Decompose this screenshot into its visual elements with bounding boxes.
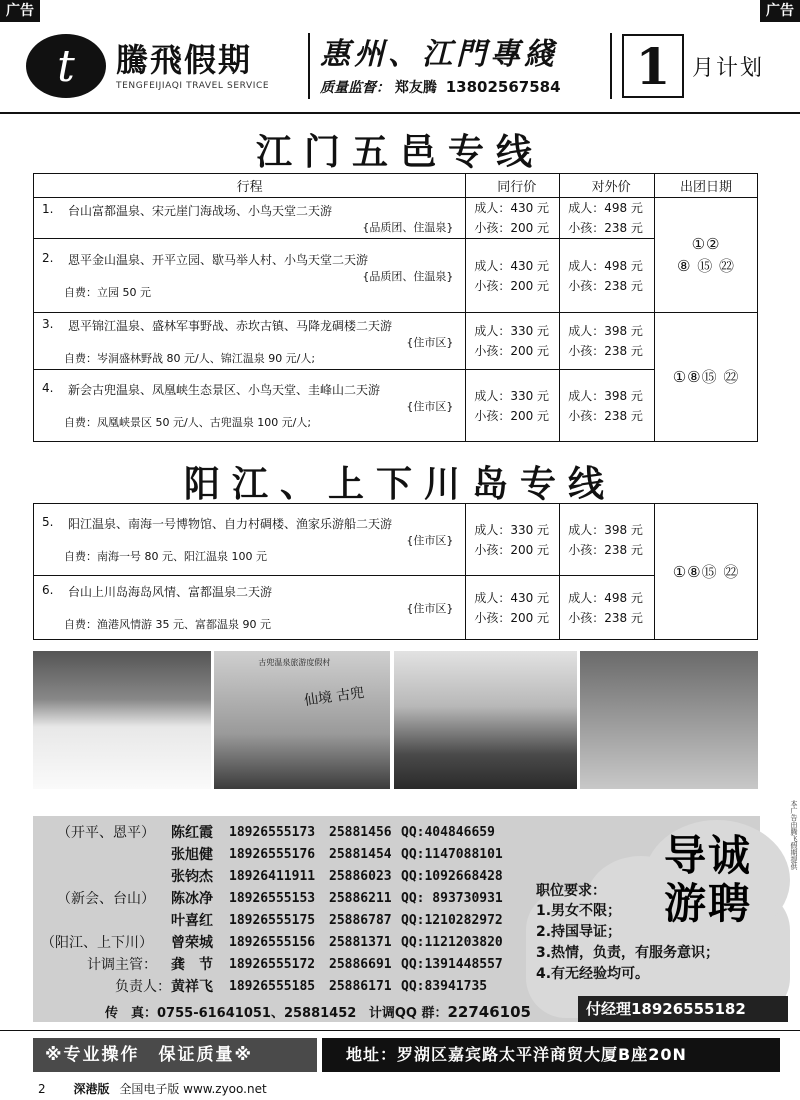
route-cell (34, 370, 466, 442)
route-extra: 自费：凤凰峡景区 50 元/人、古兜温泉 100 元/人; (64, 416, 312, 429)
route-tag: {住市区} (406, 335, 454, 349)
contact-tel: 25886787 (329, 913, 392, 928)
peer-child: 小孩：200 元 (474, 344, 550, 358)
recruit-title-line: 游聘 (664, 879, 753, 928)
slogan-bar: ※专业操作 保证质量※ (33, 1038, 317, 1072)
route-number: 3. (42, 316, 54, 331)
route-number: 4. (42, 381, 54, 395)
contact-qq: QQ:83941735 (401, 979, 488, 994)
contact-region: （开平、恩平） (57, 825, 155, 841)
recruit-title (664, 832, 752, 928)
dates-cell (655, 198, 758, 313)
route-extra: 自费：立园 50 元 (64, 286, 151, 299)
peer-child: 小孩：200 元 (474, 278, 550, 293)
route-text: 台山上川岛海岛风情、富都温泉二天游 (68, 585, 273, 599)
peer-adult: 成人：430 元 (474, 201, 550, 215)
edition: 深港版 (73, 1082, 110, 1096)
contact-name: 黄祥飞 (171, 979, 213, 995)
peer-child: 小孩：200 元 (474, 542, 550, 557)
dates-line: ①② (691, 235, 721, 253)
table-row (34, 504, 758, 576)
contact-tel: 25881454 (329, 847, 392, 862)
route-cell (34, 239, 466, 313)
brand-name: 騰飛假期 (116, 41, 253, 79)
logo-icon: t (26, 34, 106, 98)
photo-strip (33, 651, 758, 789)
photo-gudou-resort (214, 651, 390, 789)
recruit-item: 3.热情，负责，有服务意识； (536, 945, 720, 961)
public-adult: 成人：498 元 (568, 258, 643, 273)
table-row (34, 370, 758, 442)
table-row (34, 239, 758, 313)
route-tag: {品质团、住温泉} (362, 220, 454, 234)
route-cell (34, 576, 466, 640)
public-child: 小孩：238 元 (568, 278, 643, 293)
public-child: 小孩：238 元 (568, 542, 643, 557)
recruit-item: 2.持国导证； (536, 924, 622, 940)
route-extra: 自费：南海一号 80 元、阳江温泉 100 元 (64, 550, 267, 563)
peer-child: 小孩：200 元 (474, 408, 550, 423)
month-text: 月计划 (692, 55, 765, 81)
route-number: 1. (42, 201, 54, 216)
route-title (42, 515, 457, 532)
route-text: 台山富都温泉、宋元崖门海战场、小鸟天堂二天游 (68, 203, 333, 218)
recruit-box (526, 820, 790, 1024)
recruit-item: 1.男女不限； (536, 903, 622, 919)
contact-tel: 25886691 (329, 957, 392, 972)
route-title (42, 583, 457, 600)
public-child: 小孩：238 元 (568, 610, 643, 625)
contact-mobile: 18926555176 (229, 847, 316, 862)
contact-mobile: 18926555175 (229, 913, 316, 928)
peer-price-cell (466, 370, 560, 442)
peer-price-cell (466, 576, 560, 640)
table-header (34, 174, 758, 198)
public-adult: 成人：398 元 (568, 324, 643, 338)
header-center (320, 35, 600, 97)
contact-name: 陈红霞 (171, 825, 213, 841)
recruit-title-line: 导诚 (664, 831, 753, 880)
route-extra: 自费：渔港风情游 35 元、富都温泉 90 元 (64, 618, 271, 631)
route-title (42, 317, 457, 334)
route-extra: 自费：岑洞盛林野战 80 元/人、锦江温泉 90 元/人; (64, 351, 316, 365)
contact-qq: QQ:404846659 (401, 825, 495, 840)
contact-region: （阳江、上下川） (41, 935, 153, 951)
contact-name: 龚 节 (171, 957, 213, 973)
col-route: 行程 (34, 174, 466, 198)
col-public-price: 对外价 (560, 174, 655, 198)
jiangmen-table (33, 173, 758, 442)
route-title (42, 381, 457, 398)
header-divider (308, 33, 310, 99)
peer-price-cell (466, 313, 560, 370)
route-title (42, 251, 457, 268)
dates-line: ①⑧⑮ ㉒ (672, 562, 740, 581)
peer-adult: 成人：330 元 (474, 388, 550, 403)
peer-child: 小孩：200 元 (474, 610, 550, 625)
header (26, 28, 778, 104)
photo-sign: 古兜温泉旅游度假村 (258, 658, 331, 667)
dates-cell (655, 313, 758, 442)
fax-row (105, 1002, 531, 1021)
yangjiang-table (33, 503, 758, 640)
peer-adult: 成人：430 元 (474, 258, 550, 273)
contact-mobile: 18926555185 (229, 979, 316, 994)
bottom-rule (0, 1030, 800, 1031)
qq-group-value: 22746105 (447, 1003, 531, 1021)
route-tag: {住市区} (406, 534, 454, 547)
contact-mobile: 18926411911 (229, 869, 316, 884)
supervisor-phone: 13802567584 (445, 78, 561, 96)
peer-price-cell (466, 504, 560, 576)
peer-price-cell (466, 239, 560, 313)
contact-name: 叶喜红 (171, 913, 213, 929)
route-text: 新会古兜温泉、凤凰峡生态景区、小鸟天堂、圭峰山二天游 (68, 383, 381, 397)
route-text: 阳江温泉、南海一号博物馆、自力村碉楼、渔家乐游船二天游 (68, 517, 393, 531)
contact-mobile: 18926555173 (229, 825, 316, 840)
public-adult: 成人：398 元 (568, 522, 643, 537)
public-adult: 成人：498 元 (568, 590, 643, 605)
contact-qq: QQ:1147088101 (401, 847, 503, 862)
peer-price-cell (466, 198, 560, 239)
ad-label-left: 广告 (0, 0, 40, 22)
header-title: 惠州、江門專綫 (320, 37, 558, 72)
contact-qq: QQ:1210282972 (401, 913, 503, 928)
contact-region: 计调主管： (87, 957, 157, 973)
ad-label-right: 广告 (760, 0, 800, 22)
public-adult: 成人：498 元 (568, 201, 643, 215)
route-cell (34, 504, 466, 576)
fax-label: 传 真： (105, 1006, 158, 1021)
contact-tel: 25881371 (329, 935, 392, 950)
photo-hotspring-pool (580, 651, 758, 789)
page-number: 2 (38, 1082, 46, 1096)
recruit-item: 4.有无经验均可。 (536, 966, 650, 982)
table-row (34, 576, 758, 640)
fax-value: 0755-61641051、25881452 (157, 1006, 357, 1021)
public-price-cell (560, 370, 655, 442)
supervisor-label: 质量监督： (320, 80, 390, 96)
contact-region: 负责人： (115, 979, 171, 995)
header-divider (610, 33, 612, 99)
route-text: 恩平金山温泉、开平立园、歇马举人村、小鸟天堂二天游 (68, 253, 369, 267)
qq-group-label: 计调QQ 群： (368, 1006, 448, 1021)
address-bar: 地址：罗湖区嘉宾路太平洋商贸大厦B座20N (322, 1038, 780, 1072)
public-adult: 成人：398 元 (568, 388, 643, 403)
route-number: 5. (42, 515, 54, 529)
public-child: 小孩：238 元 (568, 344, 643, 358)
section-title-yangjiang: 阳江、上下川岛专线 (183, 463, 616, 505)
contact-qq: QQ:1121203820 (401, 935, 503, 950)
supervisor (320, 77, 600, 97)
manager-contact: 付经理18926555182 (578, 996, 788, 1022)
col-peer-price: 同行价 (466, 174, 560, 198)
public-price-cell (560, 313, 655, 370)
route-cell (34, 198, 466, 239)
photo-caption: 仙境 古兜 (303, 684, 366, 710)
contact-tel: 25886171 (329, 979, 392, 994)
public-price-cell (560, 198, 655, 239)
route-cell (34, 313, 466, 370)
contact-name: 曾荣城 (171, 935, 213, 951)
footer-site: 全国电子版 www.zyoo.net (119, 1082, 267, 1096)
route-number: 6. (42, 583, 54, 597)
month-number: 1 (622, 34, 684, 98)
contact-mobile: 18926555172 (229, 957, 316, 972)
photo-snow-hotspring (33, 651, 211, 789)
dates-cell (655, 504, 758, 640)
brand-english: TENGFEIJIAQI TRAVEL SERVICE (116, 81, 270, 91)
contact-mobile: 18926555156 (229, 935, 316, 950)
peer-adult: 成人：330 元 (474, 522, 550, 537)
dates-line: ①⑧⑮ ㉒ (672, 368, 740, 386)
recruit-heading: 职位要求： (536, 883, 606, 899)
brand (116, 41, 298, 91)
photo-castle-landscape (394, 651, 577, 789)
contact-region: （新会、台山） (57, 891, 155, 907)
public-child: 小孩：238 元 (568, 221, 643, 235)
contact-name: 张旭健 (171, 847, 213, 863)
contact-qq: QQ:1391448557 (401, 957, 503, 972)
route-tag: {住市区} (406, 400, 454, 413)
col-dates: 出团日期 (655, 174, 758, 198)
contact-tel: 25886211 (329, 891, 392, 906)
route-tag: {住市区} (406, 602, 454, 615)
contact-qq: QQ: 893730931 (401, 891, 503, 906)
section-title-jiangmen: 江门五邑专线 (255, 131, 544, 173)
side-note: 本广告由腾飞假期提供 (790, 800, 798, 870)
route-number: 2. (42, 251, 54, 265)
contact-qq: QQ:1092668428 (401, 869, 503, 884)
contact-mobile: 18926555153 (229, 891, 316, 906)
peer-child: 小孩：200 元 (474, 221, 550, 235)
contact-name: 陈冰净 (171, 891, 213, 907)
route-tag: {品质团、住温泉} (362, 270, 454, 283)
route-text: 恩平锦江温泉、盛林军事野战、赤坎古镇、马降龙碉楼二天游 (68, 318, 393, 333)
contact-name: 张钧杰 (171, 869, 213, 885)
route-title (42, 202, 457, 219)
peer-adult: 成人：330 元 (474, 324, 550, 338)
peer-adult: 成人：430 元 (474, 590, 550, 605)
footer (38, 1080, 267, 1097)
dates-line: ⑧ ⑮ ㉒ (677, 257, 736, 275)
public-price-cell (560, 504, 655, 576)
table-row (34, 313, 758, 370)
header-rule (0, 112, 800, 114)
table-row (34, 198, 758, 239)
public-child: 小孩：238 元 (568, 408, 643, 423)
supervisor-name: 郑友腾 (394, 80, 437, 96)
contact-tel: 25881456 (329, 825, 392, 840)
public-price-cell (560, 239, 655, 313)
public-price-cell (560, 576, 655, 640)
contact-tel: 25886023 (329, 869, 392, 884)
